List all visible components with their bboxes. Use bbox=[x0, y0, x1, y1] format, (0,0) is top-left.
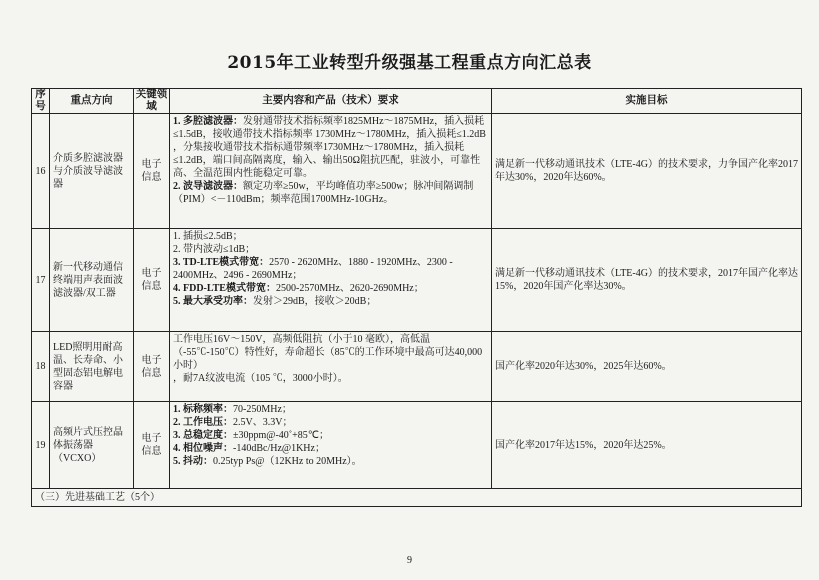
page-number: 9 bbox=[407, 555, 412, 566]
requirement-item: 1. 多腔滤波器：发射通带技术指标频率1825MHz～1875MHz，插入损耗≤1.5dB，接收通带技术指标频率 1730MHz～1780MHz，插入损耗≤1.2dB bbox=[173, 116, 486, 140]
table-row bbox=[32, 402, 802, 489]
table-header-row bbox=[32, 89, 802, 114]
row-direction: 介质多腔滤波器与介质波导滤波器 bbox=[50, 114, 134, 229]
row-goal: 国产化率2020年达30%，2025年达60%。 bbox=[492, 332, 802, 402]
requirement-item: ，分集接收通带技术指标通带频率1730MHz～1780MHz，插入损耗≤1.2dB，端口间高隔离度，输入、输出50Ω阻抗匹配，驻波小，可靠性高、全温范围内性能稳定可靠。 bbox=[173, 142, 481, 179]
header-goal: 实施目标 bbox=[492, 89, 802, 114]
section-heading: （三）先进基础工艺（5个） bbox=[32, 489, 802, 507]
table-row bbox=[32, 229, 802, 332]
requirement-item: 2. 波导滤波器：额定功率≥50w，平均峰值功率≥500w；脉冲间隔调制（PIM）<－110dBm；频率范围1700MHz-10GHz。 bbox=[173, 181, 474, 205]
row-field: 电子信息 bbox=[134, 229, 170, 332]
requirement-item: 1. 标称频率：70-250MHz； bbox=[173, 404, 292, 415]
table-row bbox=[32, 114, 802, 229]
requirement-item: 5. 最大承受功率：发射＞29dB，接收＞20dB； bbox=[173, 296, 377, 307]
requirement-item: 4. 相位噪声：-140dBc/Hz@1KHz； bbox=[173, 443, 325, 454]
header-no: 序号 bbox=[32, 89, 50, 114]
requirement-item: 2. 工作电压：2.5V、3.3V； bbox=[173, 417, 293, 428]
row-goal: 满足新一代移动通讯技术（LTE-4G）的技术要求，2017年国产化率达15%，2020年国产化率达30%。 bbox=[492, 229, 802, 332]
row-goal: 国产化率2017年达15%，2020年达25%。 bbox=[492, 402, 802, 489]
row-requirements bbox=[170, 229, 492, 332]
row-number: 18 bbox=[32, 332, 50, 402]
requirement-item: 3. TD-LTE模式带宽：2570 - 2620MHz、1880 - 1920MHz、2300 - 2400MHz、2496 - 2690MHz； bbox=[173, 257, 453, 281]
row-number: 19 bbox=[32, 402, 50, 489]
requirement-item: 3. 总稳定度：±30ppm@-40˚+85℃； bbox=[173, 430, 330, 441]
row-field: 电子信息 bbox=[134, 402, 170, 489]
row-goal: 满足新一代移动通讯技术（LTE-4G）的技术要求，力争国产化率2017年达30%，2020年达60%。 bbox=[492, 114, 802, 229]
row-requirements bbox=[170, 332, 492, 402]
requirement-item: 5. 抖动：0.25typ Ps@（12KHz to 20MHz）。 bbox=[173, 456, 362, 467]
header-requirements: 主要内容和产品（技术）要求 bbox=[170, 89, 492, 114]
requirement-item: 1. 插损≤2.5dB； bbox=[173, 231, 243, 242]
requirement-item: 2. 带内波动≤1dB； bbox=[173, 244, 256, 255]
summary-table bbox=[31, 88, 802, 507]
requirement-item: 4. FDD-LTE模式带宽：2500-2570MHz、2620-2690MHz； bbox=[173, 283, 424, 294]
page-title: 2015年工业转型升级强基工程重点方向汇总表 bbox=[227, 53, 592, 73]
header-direction: 重点方向 bbox=[50, 89, 134, 114]
row-field: 电子信息 bbox=[134, 114, 170, 229]
row-direction: LED照明用耐高温、长寿命、小型固态铝电解电容器 bbox=[50, 332, 134, 402]
header-field: 关键领域 bbox=[134, 89, 170, 114]
requirement-item: ，耐7A纹波电流（105 ℃，3000小时）。 bbox=[173, 373, 348, 384]
table-row bbox=[32, 332, 802, 402]
requirement-item: 工作电压16V～150V，高频低阻抗（小于10 毫欧），高低温（-55℃-150℃）特性好，寿命超长（85℃的工作环境中最高可达40,000 小时） bbox=[173, 334, 483, 371]
row-direction: 新一代移动通信终端用声表面波滤波器/双工器 bbox=[50, 229, 134, 332]
row-field: 电子信息 bbox=[134, 332, 170, 402]
row-direction: 高频片式压控晶体振荡器（VCXO） bbox=[50, 402, 134, 489]
row-requirements bbox=[170, 114, 492, 229]
row-number: 17 bbox=[32, 229, 50, 332]
row-number: 16 bbox=[32, 114, 50, 229]
section-row bbox=[32, 489, 802, 507]
row-requirements bbox=[170, 402, 492, 489]
